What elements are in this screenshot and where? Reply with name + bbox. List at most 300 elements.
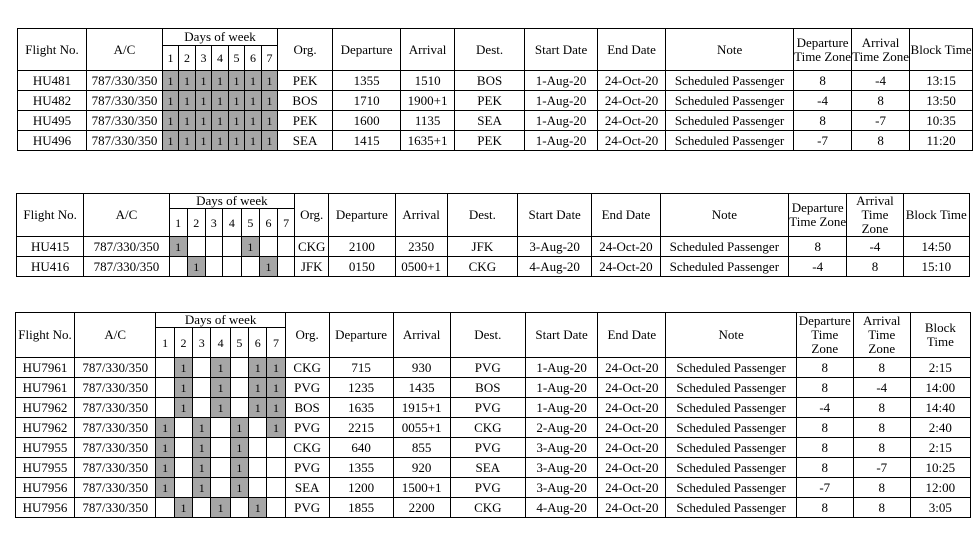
departure-time-cell: 1355 bbox=[333, 71, 401, 91]
header-end-date: End Date bbox=[598, 313, 666, 358]
day-cell-3: 1 bbox=[193, 418, 211, 438]
table-row bbox=[18, 131, 973, 151]
table-row bbox=[18, 91, 973, 111]
block-time-cell: 12:00 bbox=[910, 478, 970, 498]
day-cell-4: 1 bbox=[212, 71, 229, 91]
day-cell-6 bbox=[249, 458, 267, 478]
day-cell-1: 1 bbox=[163, 91, 179, 111]
day-cell-6 bbox=[259, 237, 277, 257]
header-arrival: Arrival bbox=[401, 29, 455, 71]
table-row bbox=[18, 111, 973, 131]
day-cell-1 bbox=[156, 398, 174, 418]
start-date-cell: 3-Aug-20 bbox=[525, 478, 597, 498]
day-cell-1: 1 bbox=[156, 478, 174, 498]
header-day-2: 2 bbox=[187, 209, 205, 237]
end-date-cell: 24-Oct-20 bbox=[598, 91, 666, 111]
departure-time-cell: 1600 bbox=[333, 111, 401, 131]
day-cell-7: 1 bbox=[267, 398, 285, 418]
block-time-cell: 2:15 bbox=[910, 358, 970, 378]
header-start-date: Start Date bbox=[525, 29, 598, 71]
day-cell-3: 1 bbox=[196, 91, 212, 111]
departure-time-cell: 640 bbox=[329, 438, 393, 458]
header-days-of-week: Days of week bbox=[156, 313, 285, 328]
header-day-5: 5 bbox=[241, 209, 259, 237]
arrival-tz-cell: 8 bbox=[853, 438, 910, 458]
day-cell-4 bbox=[222, 237, 241, 257]
header-departure-time-zone: Departure Time Zone bbox=[796, 313, 853, 358]
flight-no-cell: HU7962 bbox=[16, 418, 75, 438]
day-cell-5: 1 bbox=[241, 237, 259, 257]
arrival-tz-cell: 8 bbox=[853, 358, 910, 378]
arrival-tz-cell: -4 bbox=[847, 237, 903, 257]
flight-no-cell: HU7962 bbox=[16, 398, 75, 418]
destination-cell: PVG bbox=[450, 398, 525, 418]
header-day-7: 7 bbox=[262, 46, 278, 71]
start-date-cell: 4-Aug-20 bbox=[525, 498, 597, 518]
arrival-time-cell: 1435 bbox=[393, 378, 450, 398]
block-time-cell: 10:25 bbox=[910, 458, 970, 478]
departure-time-cell: 0150 bbox=[329, 257, 395, 277]
arrival-time-cell: 1510 bbox=[401, 71, 455, 91]
header-org: Org. bbox=[278, 29, 333, 71]
day-cell-4 bbox=[222, 257, 241, 277]
day-cell-5 bbox=[230, 398, 248, 418]
departure-tz-cell: -7 bbox=[796, 478, 853, 498]
header-day-7: 7 bbox=[278, 209, 295, 237]
start-date-cell: 4-Aug-20 bbox=[518, 257, 592, 277]
schedule-table-2 bbox=[16, 193, 970, 277]
note-cell: Scheduled Passenger bbox=[666, 91, 794, 111]
header-note: Note bbox=[666, 29, 794, 71]
day-cell-7: 1 bbox=[262, 111, 278, 131]
header-day-3: 3 bbox=[196, 46, 212, 71]
end-date-cell: 24-Oct-20 bbox=[592, 237, 660, 257]
departure-tz-cell: -7 bbox=[794, 131, 852, 151]
flight-no-cell: HU415 bbox=[17, 237, 84, 257]
header-days-of-week: Days of week bbox=[163, 29, 278, 46]
note-cell: Scheduled Passenger bbox=[666, 498, 796, 518]
origin-cell: SEA bbox=[285, 478, 329, 498]
day-cell-2: 1 bbox=[174, 398, 192, 418]
header-org: Org. bbox=[295, 194, 329, 237]
destination-cell: CKG bbox=[450, 418, 525, 438]
table-row bbox=[16, 458, 971, 478]
day-cell-2 bbox=[174, 458, 192, 478]
header-arrival: Arrival bbox=[395, 194, 447, 237]
day-cell-6 bbox=[249, 478, 267, 498]
flight-no-cell: HU416 bbox=[17, 257, 84, 277]
aircraft-cell: 787/330/350 bbox=[87, 111, 163, 131]
day-cell-4: 1 bbox=[211, 358, 230, 378]
aircraft-cell: 787/330/350 bbox=[84, 257, 169, 277]
departure-time-cell: 1200 bbox=[329, 478, 393, 498]
departure-time-cell: 1235 bbox=[329, 378, 393, 398]
header-block-time: Block Time bbox=[910, 313, 970, 358]
day-cell-2: 1 bbox=[179, 111, 196, 131]
schedule-table-3 bbox=[15, 312, 971, 518]
day-cell-5: 1 bbox=[229, 71, 245, 91]
header-start-date: Start Date bbox=[525, 313, 597, 358]
origin-cell: PVG bbox=[285, 378, 329, 398]
day-cell-3: 1 bbox=[193, 458, 211, 478]
day-cell-5: 1 bbox=[230, 478, 248, 498]
header-day-1: 1 bbox=[156, 328, 174, 358]
day-cell-6: 1 bbox=[245, 111, 262, 131]
header-day-1: 1 bbox=[169, 209, 187, 237]
header-departure-time-zone: Departure Time Zone bbox=[794, 29, 852, 71]
day-cell-5 bbox=[230, 498, 248, 518]
arrival-tz-cell: 8 bbox=[853, 398, 910, 418]
header-flight-no: Flight No. bbox=[18, 29, 87, 71]
aircraft-cell: 787/330/350 bbox=[87, 131, 163, 151]
aircraft-cell: 787/330/350 bbox=[75, 458, 156, 478]
day-cell-6: 1 bbox=[249, 378, 267, 398]
arrival-tz-cell: 8 bbox=[852, 131, 910, 151]
day-cell-2: 1 bbox=[174, 498, 192, 518]
day-cell-2 bbox=[174, 478, 192, 498]
day-cell-5: 1 bbox=[229, 131, 245, 151]
header-day-4: 4 bbox=[212, 46, 229, 71]
table-row bbox=[17, 237, 970, 257]
day-cell-1 bbox=[156, 358, 174, 378]
header-day-6: 6 bbox=[259, 209, 277, 237]
departure-tz-cell: 8 bbox=[794, 71, 852, 91]
flight-no-cell: HU7955 bbox=[16, 438, 75, 458]
note-cell: Scheduled Passenger bbox=[666, 111, 794, 131]
arrival-tz-cell: -4 bbox=[852, 71, 910, 91]
day-cell-2: 1 bbox=[179, 131, 196, 151]
aircraft-cell: 787/330/350 bbox=[75, 438, 156, 458]
day-cell-3: 1 bbox=[196, 71, 212, 91]
day-cell-6: 1 bbox=[259, 257, 277, 277]
arrival-tz-cell: -7 bbox=[852, 111, 910, 131]
day-cell-3: 1 bbox=[196, 111, 212, 131]
start-date-cell: 1-Aug-20 bbox=[525, 358, 597, 378]
day-cell-5: 1 bbox=[230, 438, 248, 458]
day-cell-7 bbox=[267, 438, 285, 458]
departure-time-cell: 1635 bbox=[329, 398, 393, 418]
header-org: Org. bbox=[285, 313, 329, 358]
destination-cell: PVG bbox=[450, 358, 525, 378]
header-day-3: 3 bbox=[205, 209, 222, 237]
table-row bbox=[16, 498, 971, 518]
flight-no-cell: HU7961 bbox=[16, 378, 75, 398]
arrival-time-cell: 1500+1 bbox=[393, 478, 450, 498]
header-day-3: 3 bbox=[193, 328, 211, 358]
arrival-tz-cell: 8 bbox=[853, 418, 910, 438]
day-cell-1 bbox=[156, 498, 174, 518]
table-row bbox=[16, 398, 971, 418]
day-cell-7: 1 bbox=[262, 71, 278, 91]
start-date-cell: 2-Aug-20 bbox=[525, 418, 597, 438]
block-time-cell: 3:05 bbox=[910, 498, 970, 518]
header-arrival-time-zone: Arrival Time Zone bbox=[847, 194, 903, 237]
arrival-tz-cell: -4 bbox=[853, 378, 910, 398]
departure-tz-cell: 8 bbox=[796, 358, 853, 378]
block-time-cell: 14:40 bbox=[910, 398, 970, 418]
day-cell-5 bbox=[241, 257, 259, 277]
start-date-cell: 3-Aug-20 bbox=[525, 458, 597, 478]
header-arrival-time-zone: Arrival Time Zone bbox=[852, 29, 910, 71]
day-cell-2: 1 bbox=[174, 358, 192, 378]
origin-cell: CKG bbox=[295, 237, 329, 257]
header-block-time: Block Time bbox=[903, 194, 969, 237]
note-cell: Scheduled Passenger bbox=[660, 257, 789, 277]
start-date-cell: 1-Aug-20 bbox=[525, 131, 598, 151]
day-cell-5: 1 bbox=[229, 91, 245, 111]
day-cell-6 bbox=[249, 418, 267, 438]
destination-cell: PVG bbox=[450, 438, 525, 458]
table-row bbox=[16, 478, 971, 498]
origin-cell: PEK bbox=[278, 111, 333, 131]
day-cell-2: 1 bbox=[174, 378, 192, 398]
block-time-cell: 15:10 bbox=[903, 257, 969, 277]
day-cell-1 bbox=[156, 378, 174, 398]
departure-tz-cell: 8 bbox=[796, 438, 853, 458]
flight-no-cell: HU481 bbox=[18, 71, 87, 91]
flight-no-cell: HU495 bbox=[18, 111, 87, 131]
note-cell: Scheduled Passenger bbox=[660, 237, 789, 257]
day-cell-7: 1 bbox=[267, 418, 285, 438]
day-cell-6: 1 bbox=[245, 131, 262, 151]
arrival-time-cell: 0500+1 bbox=[395, 257, 447, 277]
day-cell-1: 1 bbox=[163, 111, 179, 131]
aircraft-cell: 787/330/350 bbox=[87, 91, 163, 111]
aircraft-cell: 787/330/350 bbox=[84, 237, 169, 257]
destination-cell: SEA bbox=[450, 458, 525, 478]
start-date-cell: 1-Aug-20 bbox=[525, 71, 598, 91]
departure-tz-cell: 8 bbox=[796, 378, 853, 398]
header-flight-no: Flight No. bbox=[17, 194, 84, 237]
header-departure: Departure bbox=[333, 29, 401, 71]
aircraft-cell: 787/330/350 bbox=[75, 478, 156, 498]
arrival-tz-cell: 8 bbox=[847, 257, 903, 277]
destination-cell: BOS bbox=[455, 71, 525, 91]
day-cell-1: 1 bbox=[169, 237, 187, 257]
flight-no-cell: HU7956 bbox=[16, 478, 75, 498]
day-cell-3 bbox=[205, 257, 222, 277]
flight-no-cell: HU482 bbox=[18, 91, 87, 111]
end-date-cell: 24-Oct-20 bbox=[598, 358, 666, 378]
departure-time-cell: 1415 bbox=[333, 131, 401, 151]
destination-cell: PVG bbox=[450, 478, 525, 498]
origin-cell: PVG bbox=[285, 458, 329, 478]
end-date-cell: 24-Oct-20 bbox=[592, 257, 660, 277]
end-date-cell: 24-Oct-20 bbox=[598, 378, 666, 398]
day-cell-3 bbox=[193, 378, 211, 398]
start-date-cell: 3-Aug-20 bbox=[525, 438, 597, 458]
day-cell-4 bbox=[211, 438, 230, 458]
departure-tz-cell: -4 bbox=[794, 91, 852, 111]
header-day-4: 4 bbox=[222, 209, 241, 237]
day-cell-1: 1 bbox=[156, 438, 174, 458]
header-day-5: 5 bbox=[229, 46, 245, 71]
block-time-cell: 11:20 bbox=[910, 131, 973, 151]
day-cell-7 bbox=[267, 458, 285, 478]
end-date-cell: 24-Oct-20 bbox=[598, 131, 666, 151]
table-row bbox=[16, 418, 971, 438]
block-time-cell: 2:40 bbox=[910, 418, 970, 438]
flight-no-cell: HU496 bbox=[18, 131, 87, 151]
table-row bbox=[18, 71, 973, 91]
day-cell-2 bbox=[174, 438, 192, 458]
header-departure-time-zone: Departure Time Zone bbox=[789, 194, 847, 237]
origin-cell: SEA bbox=[278, 131, 333, 151]
day-cell-4: 1 bbox=[212, 111, 229, 131]
day-cell-3: 1 bbox=[196, 131, 212, 151]
destination-cell: BOS bbox=[450, 378, 525, 398]
arrival-time-cell: 930 bbox=[393, 358, 450, 378]
header-dest: Dest. bbox=[447, 194, 517, 237]
table-row bbox=[16, 358, 971, 378]
note-cell: Scheduled Passenger bbox=[666, 378, 796, 398]
origin-cell: PVG bbox=[285, 418, 329, 438]
day-cell-3 bbox=[205, 237, 222, 257]
header-day-1: 1 bbox=[163, 46, 179, 71]
day-cell-6: 1 bbox=[245, 91, 262, 111]
origin-cell: CKG bbox=[285, 438, 329, 458]
day-cell-4: 1 bbox=[211, 378, 230, 398]
day-cell-7 bbox=[278, 257, 295, 277]
departure-tz-cell: 8 bbox=[796, 498, 853, 518]
end-date-cell: 24-Oct-20 bbox=[598, 111, 666, 131]
day-cell-1: 1 bbox=[156, 458, 174, 478]
day-cell-4: 1 bbox=[211, 398, 230, 418]
arrival-tz-cell: 8 bbox=[852, 91, 910, 111]
departure-time-cell: 2215 bbox=[329, 418, 393, 438]
day-cell-7: 1 bbox=[262, 91, 278, 111]
header-day-5: 5 bbox=[230, 328, 248, 358]
day-cell-5 bbox=[230, 378, 248, 398]
header-departure: Departure bbox=[329, 313, 393, 358]
arrival-time-cell: 855 bbox=[393, 438, 450, 458]
day-cell-3 bbox=[193, 498, 211, 518]
destination-cell: JFK bbox=[447, 237, 517, 257]
day-cell-3 bbox=[193, 398, 211, 418]
day-cell-3: 1 bbox=[193, 438, 211, 458]
arrival-time-cell: 1635+1 bbox=[401, 131, 455, 151]
departure-tz-cell: 8 bbox=[796, 458, 853, 478]
day-cell-6: 1 bbox=[249, 498, 267, 518]
aircraft-cell: 787/330/350 bbox=[75, 398, 156, 418]
note-cell: Scheduled Passenger bbox=[666, 358, 796, 378]
table-row bbox=[16, 438, 971, 458]
arrival-time-cell: 1915+1 bbox=[393, 398, 450, 418]
aircraft-cell: 787/330/350 bbox=[75, 418, 156, 438]
table-row bbox=[17, 257, 970, 277]
note-cell: Scheduled Passenger bbox=[666, 398, 796, 418]
end-date-cell: 24-Oct-20 bbox=[598, 71, 666, 91]
header-flight-no: Flight No. bbox=[16, 313, 75, 358]
origin-cell: CKG bbox=[285, 358, 329, 378]
departure-time-cell: 715 bbox=[329, 358, 393, 378]
header-arrival: Arrival bbox=[393, 313, 450, 358]
day-cell-5: 1 bbox=[229, 111, 245, 131]
flight-no-cell: HU7956 bbox=[16, 498, 75, 518]
header-end-date: End Date bbox=[598, 29, 666, 71]
departure-tz-cell: 8 bbox=[796, 418, 853, 438]
origin-cell: PVG bbox=[285, 498, 329, 518]
header-ac: A/C bbox=[75, 313, 156, 358]
day-cell-3 bbox=[193, 358, 211, 378]
header-note: Note bbox=[666, 313, 796, 358]
header-day-7: 7 bbox=[267, 328, 285, 358]
header-note: Note bbox=[660, 194, 789, 237]
flight-no-cell: HU7955 bbox=[16, 458, 75, 478]
day-cell-7 bbox=[267, 478, 285, 498]
note-cell: Scheduled Passenger bbox=[666, 458, 796, 478]
start-date-cell: 1-Aug-20 bbox=[525, 111, 598, 131]
day-cell-4: 1 bbox=[212, 131, 229, 151]
origin-cell: BOS bbox=[285, 398, 329, 418]
block-time-cell: 13:15 bbox=[910, 71, 973, 91]
departure-tz-cell: -4 bbox=[796, 398, 853, 418]
block-time-cell: 10:35 bbox=[910, 111, 973, 131]
destination-cell: PEK bbox=[455, 91, 525, 111]
header-arrival-time-zone: Arrival Time Zone bbox=[853, 313, 910, 358]
departure-tz-cell: 8 bbox=[789, 237, 847, 257]
day-cell-6: 1 bbox=[249, 398, 267, 418]
header-day-2: 2 bbox=[179, 46, 196, 71]
day-cell-2 bbox=[174, 418, 192, 438]
destination-cell: CKG bbox=[450, 498, 525, 518]
note-cell: Scheduled Passenger bbox=[666, 478, 796, 498]
day-cell-6 bbox=[249, 438, 267, 458]
arrival-time-cell: 2200 bbox=[393, 498, 450, 518]
day-cell-4 bbox=[211, 478, 230, 498]
day-cell-2 bbox=[187, 237, 205, 257]
header-day-6: 6 bbox=[249, 328, 267, 358]
arrival-time-cell: 2350 bbox=[395, 237, 447, 257]
header-start-date: Start Date bbox=[518, 194, 592, 237]
day-cell-4: 1 bbox=[211, 498, 230, 518]
start-date-cell: 1-Aug-20 bbox=[525, 398, 597, 418]
departure-tz-cell: 8 bbox=[794, 111, 852, 131]
day-cell-2: 1 bbox=[187, 257, 205, 277]
day-cell-4: 1 bbox=[212, 91, 229, 111]
day-cell-1: 1 bbox=[163, 131, 179, 151]
destination-cell: SEA bbox=[455, 111, 525, 131]
origin-cell: PEK bbox=[278, 71, 333, 91]
arrival-time-cell: 1900+1 bbox=[401, 91, 455, 111]
end-date-cell: 24-Oct-20 bbox=[598, 498, 666, 518]
destination-cell: PEK bbox=[455, 131, 525, 151]
arrival-tz-cell: 8 bbox=[853, 478, 910, 498]
note-cell: Scheduled Passenger bbox=[666, 418, 796, 438]
header-ac: A/C bbox=[87, 29, 163, 71]
header-ac: A/C bbox=[84, 194, 169, 237]
origin-cell: BOS bbox=[278, 91, 333, 111]
day-cell-1 bbox=[169, 257, 187, 277]
note-cell: Scheduled Passenger bbox=[666, 438, 796, 458]
day-cell-4 bbox=[211, 458, 230, 478]
end-date-cell: 24-Oct-20 bbox=[598, 478, 666, 498]
day-cell-2: 1 bbox=[179, 91, 196, 111]
header-day-4: 4 bbox=[211, 328, 230, 358]
schedule-table-1 bbox=[17, 28, 973, 151]
departure-time-cell: 2100 bbox=[329, 237, 395, 257]
arrival-time-cell: 920 bbox=[393, 458, 450, 478]
departure-time-cell: 1855 bbox=[329, 498, 393, 518]
end-date-cell: 24-Oct-20 bbox=[598, 458, 666, 478]
aircraft-cell: 787/330/350 bbox=[87, 71, 163, 91]
day-cell-7: 1 bbox=[267, 358, 285, 378]
day-cell-7: 1 bbox=[262, 131, 278, 151]
header-dest: Dest. bbox=[450, 313, 525, 358]
arrival-tz-cell: -7 bbox=[853, 458, 910, 478]
aircraft-cell: 787/330/350 bbox=[75, 358, 156, 378]
block-time-cell: 13:50 bbox=[910, 91, 973, 111]
